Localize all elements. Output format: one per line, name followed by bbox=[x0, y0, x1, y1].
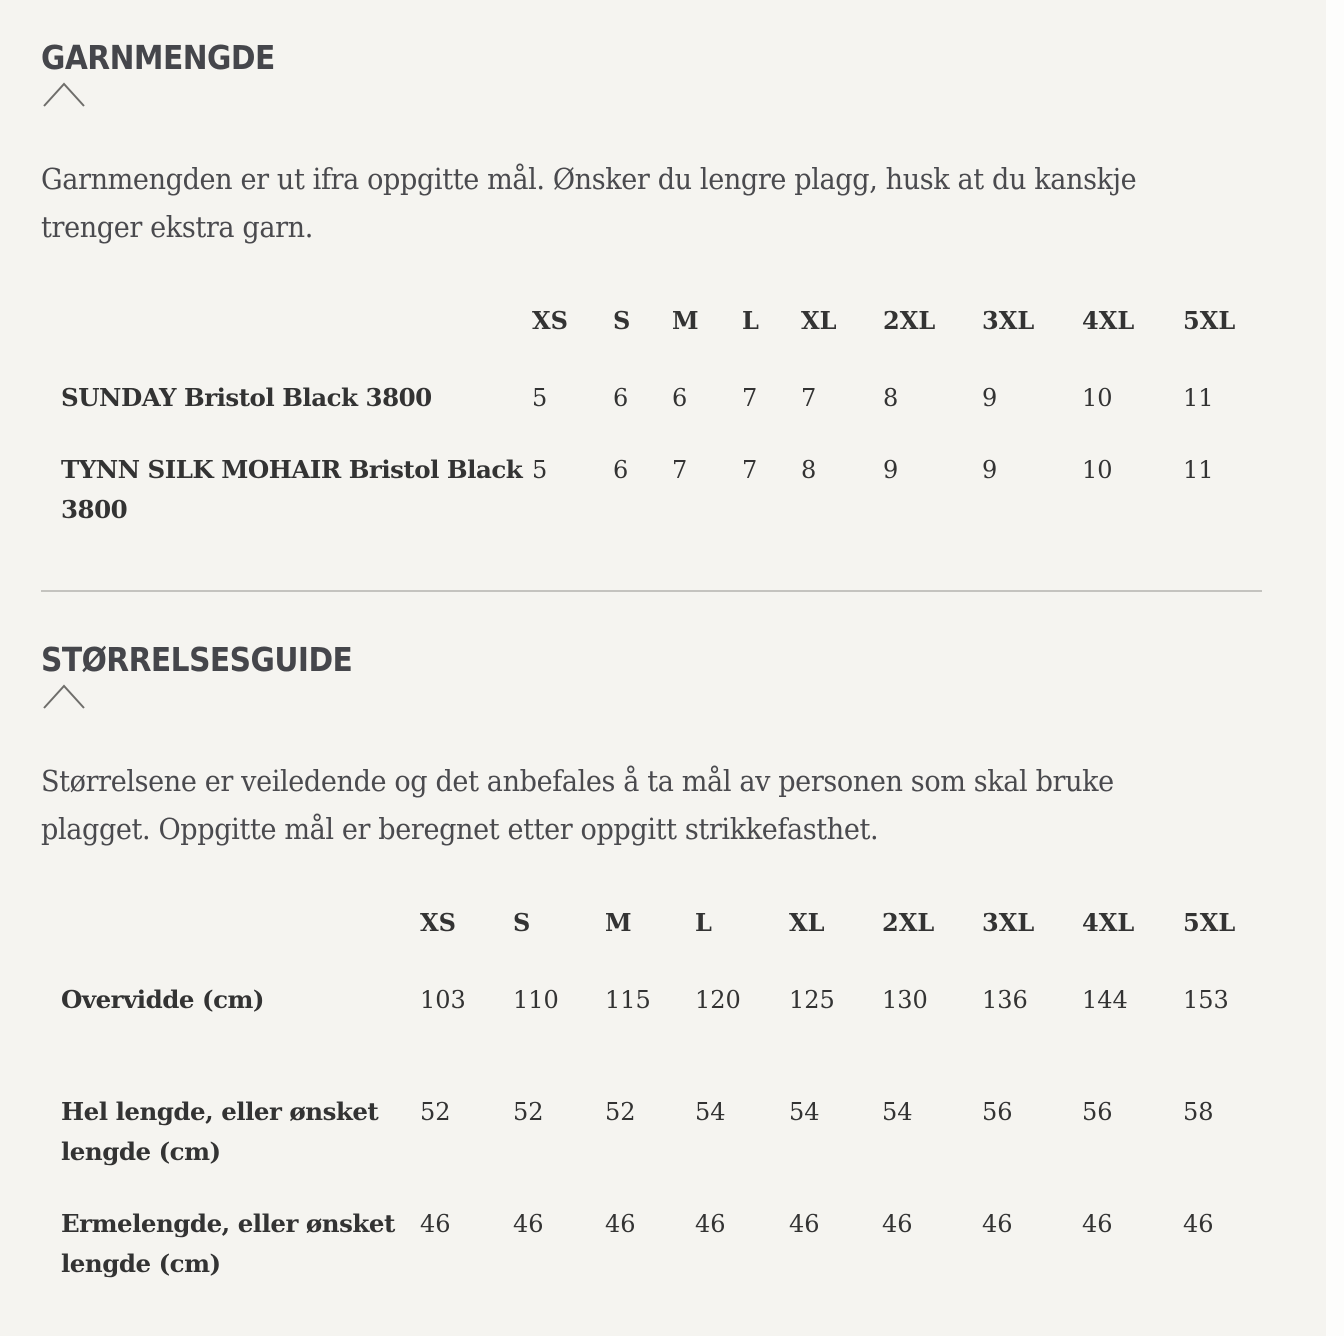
cell-value: 46 bbox=[982, 1210, 1013, 1238]
header-size: M bbox=[672, 306, 699, 335]
cell-value: 56 bbox=[1082, 1098, 1113, 1126]
cell-value: 52 bbox=[513, 1098, 544, 1126]
size-guide-table bbox=[41, 908, 1263, 1284]
table-row bbox=[41, 450, 1263, 530]
table-row bbox=[41, 980, 1263, 1092]
header-blank bbox=[41, 306, 532, 378]
chevron-up-icon[interactable] bbox=[41, 80, 87, 108]
cell-value: 11 bbox=[1183, 384, 1214, 412]
cell-value: 7 bbox=[742, 456, 758, 484]
row-label: Overvidde (cm) bbox=[61, 985, 265, 1014]
cell-value: 144 bbox=[1082, 986, 1128, 1014]
table-row bbox=[41, 378, 1263, 450]
cell-value: 7 bbox=[672, 456, 688, 484]
header-size: XS bbox=[532, 306, 568, 335]
cell-value: 46 bbox=[1082, 1210, 1113, 1238]
cell-value: 46 bbox=[605, 1210, 636, 1238]
cell-value: 115 bbox=[605, 986, 651, 1014]
cell-value: 46 bbox=[513, 1210, 544, 1238]
table-row bbox=[41, 1092, 1263, 1204]
cell-value: 125 bbox=[789, 986, 835, 1014]
cell-value: 110 bbox=[513, 986, 559, 1014]
cell-value: 54 bbox=[695, 1098, 726, 1126]
header-size: S bbox=[513, 908, 531, 937]
cell-value: 46 bbox=[882, 1210, 913, 1238]
cell-value: 10 bbox=[1082, 456, 1113, 484]
header-size: XL bbox=[789, 908, 825, 937]
header-size: 5XL bbox=[1183, 306, 1236, 335]
cell-value: 46 bbox=[420, 1210, 451, 1238]
row-label: Hel lengde, eller ønsket lengde (cm) bbox=[61, 1097, 379, 1166]
header-size: L bbox=[695, 908, 712, 937]
cell-value: 54 bbox=[882, 1098, 913, 1126]
cell-value: 8 bbox=[801, 456, 817, 484]
cell-value: 9 bbox=[982, 456, 998, 484]
header-size: 2XL bbox=[883, 306, 936, 335]
cell-value: 52 bbox=[605, 1098, 636, 1126]
cell-value: 9 bbox=[883, 456, 899, 484]
header-size: XL bbox=[801, 306, 837, 335]
cell-value: 46 bbox=[789, 1210, 820, 1238]
row-label: Ermelengde, eller ønsket lengde (cm) bbox=[61, 1209, 395, 1278]
cell-value: 54 bbox=[789, 1098, 820, 1126]
size-table-header bbox=[41, 908, 1263, 980]
cell-value: 8 bbox=[883, 384, 899, 412]
cell-value: 9 bbox=[982, 384, 998, 412]
chevron-up-icon[interactable] bbox=[41, 682, 87, 710]
cell-value: 7 bbox=[801, 384, 817, 412]
row-label: SUNDAY Bristol Black 3800 bbox=[61, 383, 432, 412]
header-size: S bbox=[613, 306, 631, 335]
table-row bbox=[41, 1204, 1263, 1284]
header-blank bbox=[41, 908, 420, 980]
cell-value: 5 bbox=[532, 456, 548, 484]
cell-value: 7 bbox=[742, 384, 758, 412]
cell-value: 103 bbox=[420, 986, 466, 1014]
header-size: L bbox=[742, 306, 759, 335]
cell-value: 136 bbox=[982, 986, 1028, 1014]
header-size: 5XL bbox=[1183, 908, 1236, 937]
cell-value: 46 bbox=[1183, 1210, 1214, 1238]
size-guide-section bbox=[41, 640, 1262, 854]
cell-value: 153 bbox=[1183, 986, 1229, 1014]
row-label: TYNN SILK MOHAIR Bristol Black 3800 bbox=[61, 455, 523, 524]
header-size: 4XL bbox=[1082, 306, 1135, 335]
header-size: XS bbox=[420, 908, 456, 937]
cell-value: 5 bbox=[532, 384, 548, 412]
cell-value: 56 bbox=[982, 1098, 1013, 1126]
header-size: 3XL bbox=[982, 306, 1035, 335]
cell-value: 46 bbox=[695, 1210, 726, 1238]
cell-value: 130 bbox=[882, 986, 928, 1014]
cell-value: 52 bbox=[420, 1098, 451, 1126]
cell-value: 11 bbox=[1183, 456, 1214, 484]
header-size: 3XL bbox=[982, 908, 1035, 937]
cell-value: 58 bbox=[1183, 1098, 1214, 1126]
size-guide-title: STØRRELSESGUIDE bbox=[41, 640, 353, 679]
yarn-amount-table bbox=[41, 306, 1263, 530]
yarn-amount-title: GARNMENGDE bbox=[41, 38, 275, 77]
cell-value: 6 bbox=[672, 384, 688, 412]
header-size: M bbox=[605, 908, 632, 937]
yarn-amount-intro: Garnmengden er ut ifra oppgitte mål. Ønsker du lengre plagg, husk at du kanskje trenger ekstra garn. bbox=[41, 163, 1137, 244]
cell-value: 120 bbox=[695, 986, 741, 1014]
cell-value: 6 bbox=[613, 384, 629, 412]
yarn-table-header bbox=[41, 306, 1263, 378]
cell-value: 6 bbox=[613, 456, 629, 484]
header-size: 2XL bbox=[882, 908, 935, 937]
header-size: 4XL bbox=[1082, 908, 1135, 937]
cell-value: 10 bbox=[1082, 384, 1113, 412]
section-divider bbox=[41, 590, 1262, 592]
size-guide-intro: Størrelsene er veiledende og det anbefales å ta mål av personen som skal bruke plagget. Oppgitte mål er beregnet etter oppgitt strikkefasthet. bbox=[41, 765, 1114, 846]
yarn-amount-section bbox=[41, 38, 1262, 252]
